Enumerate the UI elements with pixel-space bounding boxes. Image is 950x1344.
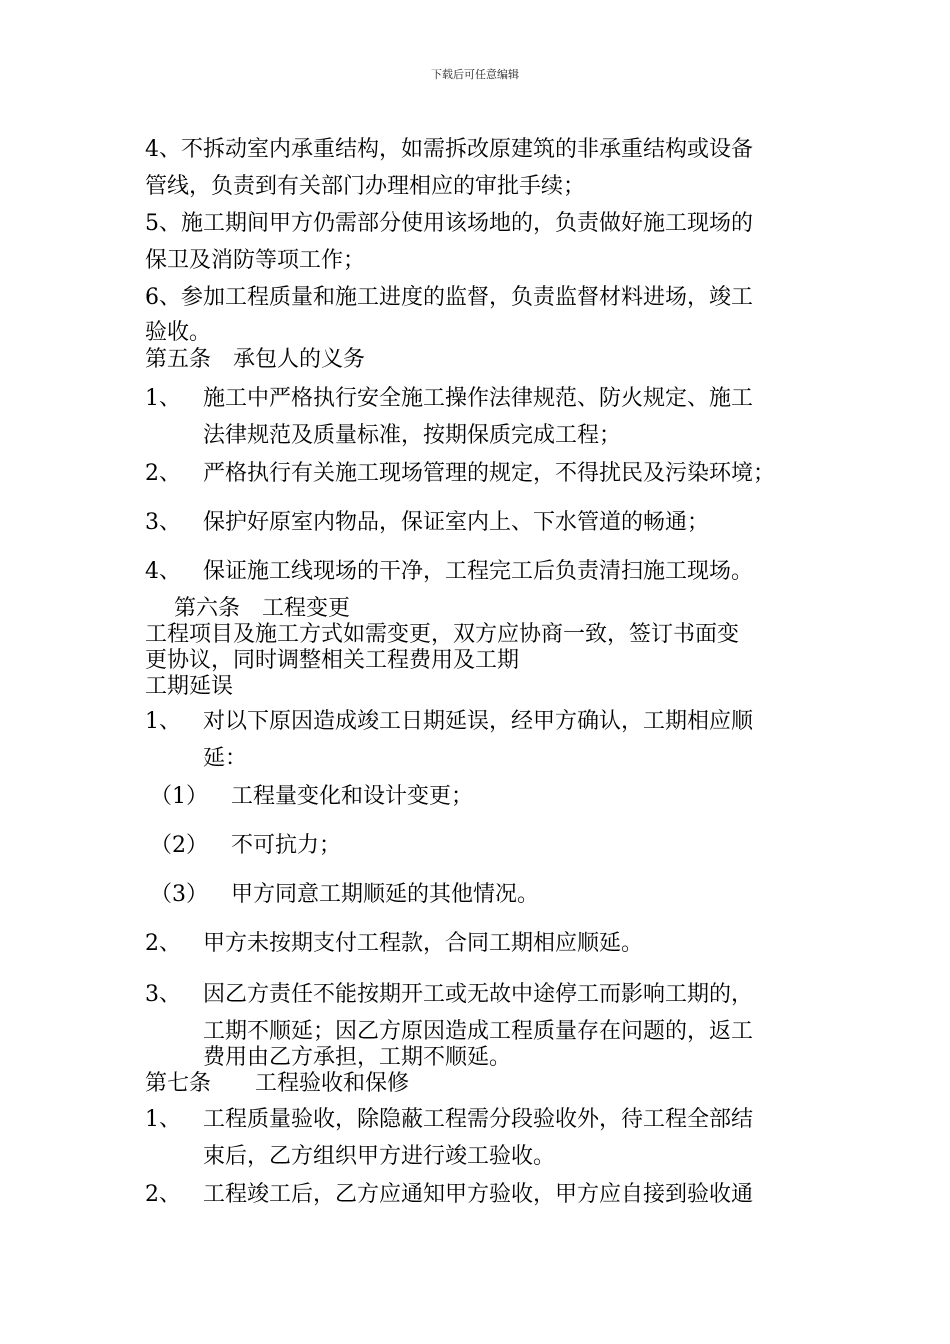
article-6-line-2: 更协议，同时调整相关工程费用及工期	[145, 648, 520, 673]
article-5-item-3: 保护好原室内物品，保证室内上、下水管道的畅通；	[203, 510, 710, 535]
article-7-item-1-line-1: 工程质量验收，除隐蔽工程需分段验收外，待工程全部结	[203, 1107, 754, 1132]
delay-sub-item-3: 甲方同意工期顺延的其他情况。	[231, 882, 540, 907]
sub-item-number: （3）	[150, 882, 208, 907]
article-5-heading: 第五条 承包人的义务	[145, 347, 366, 372]
article-5-item-2: 严格执行有关施工现场管理的规定，不得扰民及污染环境；	[203, 461, 776, 486]
article-5-item-1-line-2: 法律规范及质量标准，按期保质完成工程；	[203, 423, 622, 448]
article-7-heading: 第七条 工程验收和保修	[145, 1071, 410, 1096]
delay-item-2: 甲方未按期支付工程款，合同工期相应顺延。	[203, 931, 644, 956]
item-number: 1、	[145, 709, 181, 734]
delay-item-3-line-2: 工期不顺延；因乙方原因造成工程质量存在问题的，返工	[203, 1019, 754, 1044]
item-number: 1、	[145, 386, 181, 411]
clause-6-line-2: 验收。	[145, 320, 212, 345]
page-header: 下载后可任意编辑	[431, 68, 519, 81]
delay-item-3-line-3: 费用由乙方承担，工期不顺延。	[203, 1045, 512, 1070]
item-number: 2、	[145, 1182, 181, 1207]
clause-6-line-1: 6、参加工程质量和施工进度的监督，负责监督材料进场，竣工	[145, 285, 753, 310]
sub-item-number: （1）	[150, 784, 208, 809]
clause-5-line-1: 5、施工期间甲方仍需部分使用该场地的，负责做好施工现场的	[145, 211, 753, 236]
article-6-heading: 第六条 工程变更	[174, 596, 351, 621]
delay-item-3-line-1: 因乙方责任不能按期开工或无故中途停工而影响工期的，	[203, 982, 754, 1007]
article-6-line-1: 工程项目及施工方式如需变更，双方应协商一致，签订书面变	[145, 622, 740, 647]
item-number: 1、	[145, 1107, 181, 1132]
article-5-item-4: 保证施工线现场的干净，工程完工后负责清扫施工现场。	[203, 559, 754, 584]
article-7-item-2-line-1: 工程竣工后，乙方应通知甲方验收，甲方应自接到验收通	[203, 1182, 754, 1207]
delay-item-1-line-2: 延：	[203, 746, 248, 771]
clause-4-line-2: 管线，负责到有关部门办理相应的审批手续；	[145, 174, 586, 199]
item-number: 3、	[145, 982, 181, 1007]
delay-sub-item-2: 不可抗力；	[231, 833, 342, 858]
item-number: 2、	[145, 931, 181, 956]
item-number: 3、	[145, 510, 181, 535]
article-7-item-1-line-2: 束后，乙方组织甲方进行竣工验收。	[203, 1144, 556, 1169]
item-number: 4、	[145, 559, 181, 584]
delay-sub-item-1: 工程量变化和设计变更；	[231, 784, 474, 809]
delay-item-1-line-1: 对以下原因造成竣工日期延误，经甲方确认，工期相应顺	[203, 709, 754, 734]
delay-heading: 工期延误	[145, 674, 234, 699]
item-number: 2、	[145, 461, 181, 486]
article-5-item-1-line-1: 施工中严格执行安全施工操作法律规范、防火规定、施工	[203, 386, 754, 411]
sub-item-number: （2）	[150, 833, 208, 858]
clause-5-line-2: 保卫及消防等项工作；	[145, 248, 366, 273]
clause-4-line-1: 4、不拆动室内承重结构，如需拆改原建筑的非承重结构或设备	[145, 137, 753, 162]
